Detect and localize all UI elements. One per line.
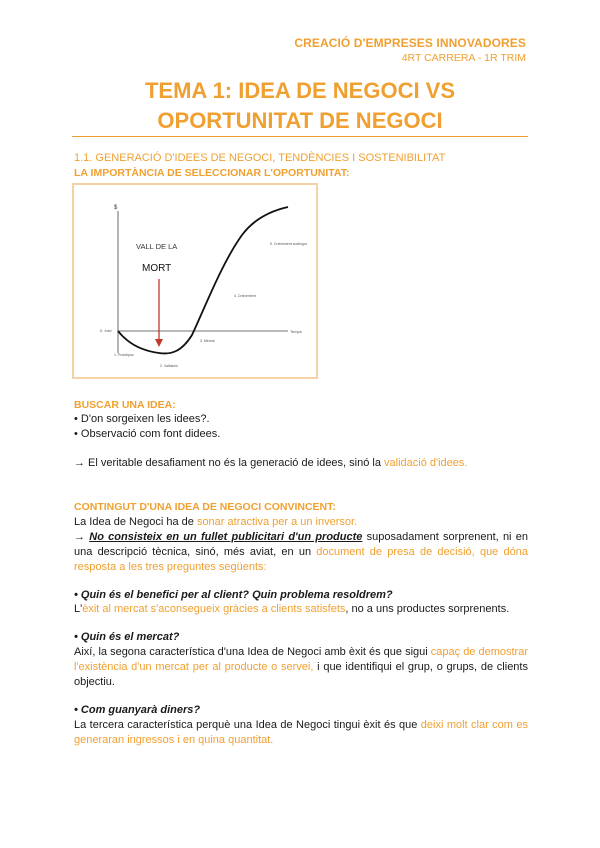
page-title-line-2: OPORTUNITAT DE NEGOCI bbox=[157, 108, 443, 133]
valley-label-line-2: MORT bbox=[142, 263, 172, 274]
paragraph bbox=[74, 602, 528, 617]
valley-arrow-head bbox=[155, 339, 163, 347]
question-heading: • Quin és el mercat? bbox=[74, 631, 180, 643]
chart-origin-label: 0. Inici bbox=[100, 328, 112, 333]
text-span: , no a uns productes sorprenents. bbox=[345, 603, 510, 615]
paragraph bbox=[74, 645, 528, 690]
highlight-text: document de presa de decisió, que dóna resposta a les tres preguntes següents: bbox=[74, 546, 528, 573]
question-heading: • Com guanyarà diners? bbox=[74, 704, 201, 716]
chart-curve bbox=[118, 207, 288, 353]
valley-label-line-1: VALL DE LA bbox=[136, 242, 178, 251]
highlight-text: capaç de demostrar l'existència d'un mercat per al producte o servei, bbox=[74, 646, 529, 673]
chart-y-axis-label: $ bbox=[114, 205, 118, 211]
text-span: La Idea de Negoci ha de bbox=[74, 516, 197, 528]
text-span: L' bbox=[74, 603, 83, 615]
paragraph bbox=[74, 718, 528, 748]
stage-label: 1. Prototipus bbox=[114, 353, 134, 357]
text-span: Així, la segona característica d'una Idea de Negoci amb èxit és que sigui bbox=[74, 646, 431, 658]
section-heading: 1.1. GENERACIÓ D'IDEES DE NEGOCI, TENDÈNCIES I SOSTENIBILITAT bbox=[74, 152, 446, 164]
text-span: La tercera característica perquè una Idea de Negoci tingui èxit és que bbox=[74, 719, 421, 731]
stage-label: 2. Validació bbox=[160, 364, 178, 368]
highlight-text: deixi molt clar com es generaran ingressos i en quina quantitat. bbox=[74, 719, 528, 746]
arrow-note bbox=[74, 456, 528, 471]
bullet-item: • D'on sorgeixen les idees?. bbox=[74, 413, 210, 425]
stage-label: 4. Creixement bbox=[234, 294, 256, 298]
bullet-item: • Observació com font didees. bbox=[74, 428, 221, 440]
course-subtitle: 4RT CARRERA - 1R TRIM bbox=[401, 52, 526, 64]
text-span: → bbox=[74, 531, 90, 543]
page-title-line-1: TEMA 1: IDEA DE NEGOCI VS bbox=[144, 78, 456, 103]
course-title: CREACIÓ D'EMPRESES INNOVADORES bbox=[294, 36, 526, 50]
section-heading: CONTINGUT D'UNA IDEA DE NEGOCI CONVINCENT: bbox=[74, 501, 336, 513]
underlined-text: No consisteix en un fullet publicitari d'un producte bbox=[89, 531, 363, 543]
text-span: i que identifiqui el grup, o grups, de clients objectiu. bbox=[74, 661, 528, 688]
section-subheading: LA IMPORTÀNCIA DE SELECCIONAR L'OPORTUNITAT: bbox=[74, 167, 350, 179]
section-heading: BUSCAR UNA IDEA: bbox=[74, 399, 176, 411]
text-span: suposadament sorprenent, ni en una descripció tècnica, sinó, més aviat, en un bbox=[74, 531, 528, 558]
valley-of-death-figure bbox=[72, 183, 318, 379]
text-span: → El veritable desafiament no és la generació de idees, sinó la bbox=[74, 457, 385, 469]
stage-label: 3. Mercat bbox=[200, 339, 215, 343]
stage-label: 5. Creixement sostingut bbox=[270, 242, 307, 246]
question-heading: • Quin és el benefici per al client? Quin problema resoldrem? bbox=[74, 589, 393, 601]
highlight-text: validació d'idees. bbox=[384, 457, 468, 469]
highlight-text: sonar atractiva per a un inversor. bbox=[196, 516, 358, 528]
paragraph bbox=[74, 515, 528, 530]
paragraph bbox=[74, 530, 528, 575]
title-divider bbox=[72, 136, 528, 137]
valley-of-death-chart bbox=[74, 185, 316, 377]
highlight-text: èxit al mercat s'aconsegueix gràcies a clients satisfets bbox=[82, 603, 346, 615]
chart-x-axis-label: Temps bbox=[290, 329, 302, 334]
